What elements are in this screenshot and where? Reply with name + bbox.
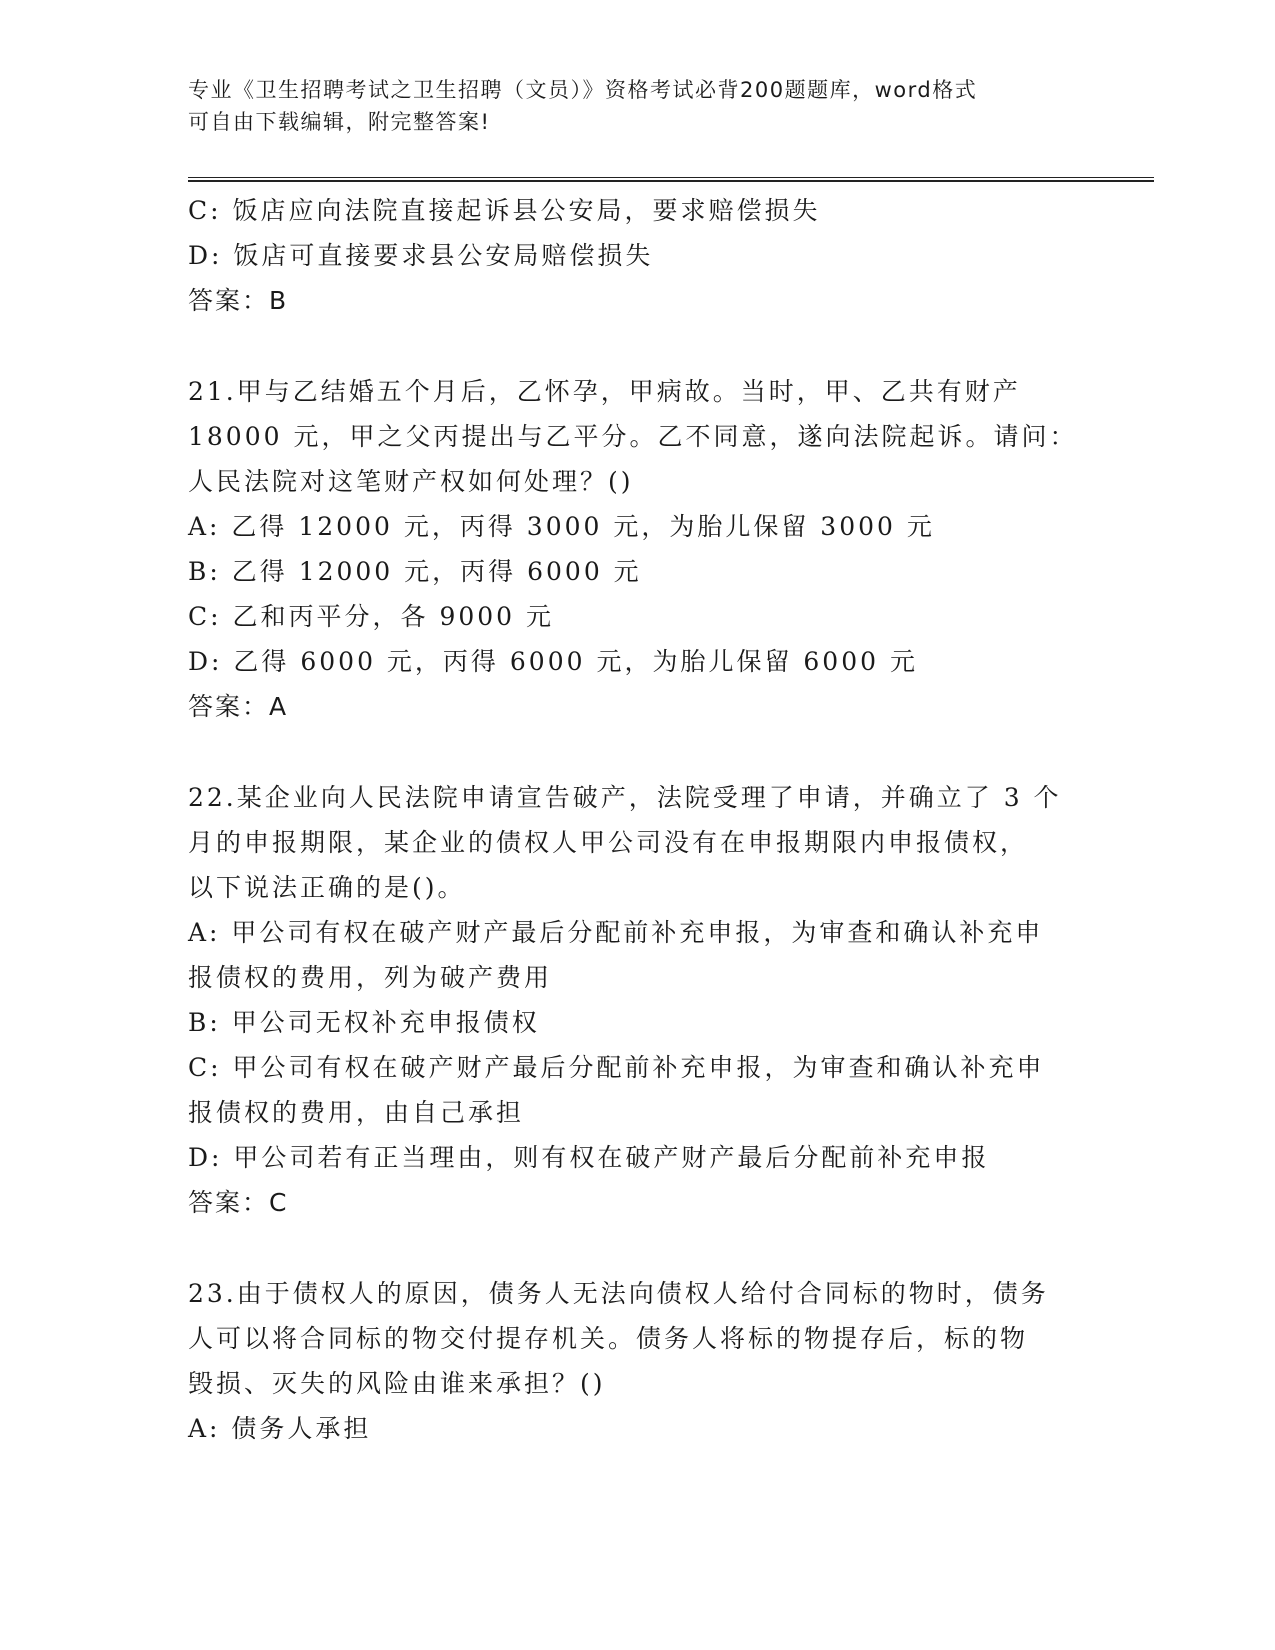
question-stem-line: 毁损、灭失的风险由谁来承担？() [188, 1369, 606, 1398]
option-a-continued: 报债权的费用，列为破产费用 [188, 963, 553, 992]
option-c: C: 饭店应向法院直接起诉县公安局，要求赔偿损失 [188, 196, 821, 225]
option-c: C: 甲公司有权在破产财产最后分配前补充申报，为审查和确认补充申 [188, 1053, 1045, 1082]
document-body [188, 188, 1088, 1451]
option-b: B: 甲公司无权补充申报债权 [188, 1008, 540, 1037]
option-c: C: 乙和丙平分，各 9000 元 [188, 602, 555, 631]
answer-line: 答案：A [188, 692, 289, 721]
question-block-21 [188, 369, 1088, 729]
header-line-2: 可自由下载编辑，附完整答案! [188, 110, 491, 134]
header-divider [188, 177, 1154, 182]
question-block-22 [188, 775, 1088, 1225]
answer-line: 答案：C [188, 1188, 289, 1217]
header-line-1: 专业《卫生招聘考试之卫生招聘（文员）》资格考试必背200题题库，word格式 [188, 78, 978, 102]
option-a: A: 债务人承担 [188, 1414, 372, 1443]
answer-line: 答案：B [188, 286, 289, 315]
question-stem-line: 18000 元，甲之父丙提出与乙平分。乙不同意，遂向法院起诉。请问： [188, 422, 1078, 451]
question-stem-line: 人可以将合同标的物交付提存机关。债务人将标的物提存后，标的物 [188, 1324, 1029, 1353]
question-stem-line: 人民法院对这笔财产权如何处理？() [188, 467, 634, 496]
question-block-23 [188, 1271, 1088, 1451]
option-d: D: 乙得 6000 元，丙得 6000 元，为胎儿保留 6000 元 [188, 647, 918, 676]
document-header [188, 74, 1088, 138]
option-d: D: 饭店可直接要求县公安局赔偿损失 [188, 241, 654, 270]
option-b: B: 乙得 12000 元，丙得 6000 元 [188, 557, 642, 586]
question-block-prev [188, 188, 1088, 323]
spacer [188, 729, 1088, 775]
question-stem-line: 以下说法正确的是()。 [188, 873, 466, 902]
option-d: D: 甲公司若有正当理由，则有权在破产财产最后分配前补充申报 [188, 1143, 990, 1172]
question-stem-line: 月的申报期限，某企业的债权人甲公司没有在申报期限内申报债权， [188, 828, 1029, 857]
question-stem-line: 21.甲与乙结婚五个月后，乙怀孕，甲病故。当时，甲、乙共有财产 [188, 377, 1021, 406]
question-stem-line: 23.由于债权人的原因，债务人无法向债权人给付合同标的物时，债务 [188, 1279, 1049, 1308]
spacer [188, 323, 1088, 369]
spacer [188, 1225, 1088, 1271]
option-a: A: 乙得 12000 元，丙得 3000 元，为胎儿保留 3000 元 [188, 512, 935, 541]
option-c-continued: 报债权的费用，由自己承担 [188, 1098, 525, 1127]
option-a: A: 甲公司有权在破产财产最后分配前补充申报，为审查和确认补充申 [188, 918, 1044, 947]
question-stem-line: 22.某企业向人民法院申请宣告破产，法院受理了申请，并确立了 3 个 [188, 783, 1062, 812]
